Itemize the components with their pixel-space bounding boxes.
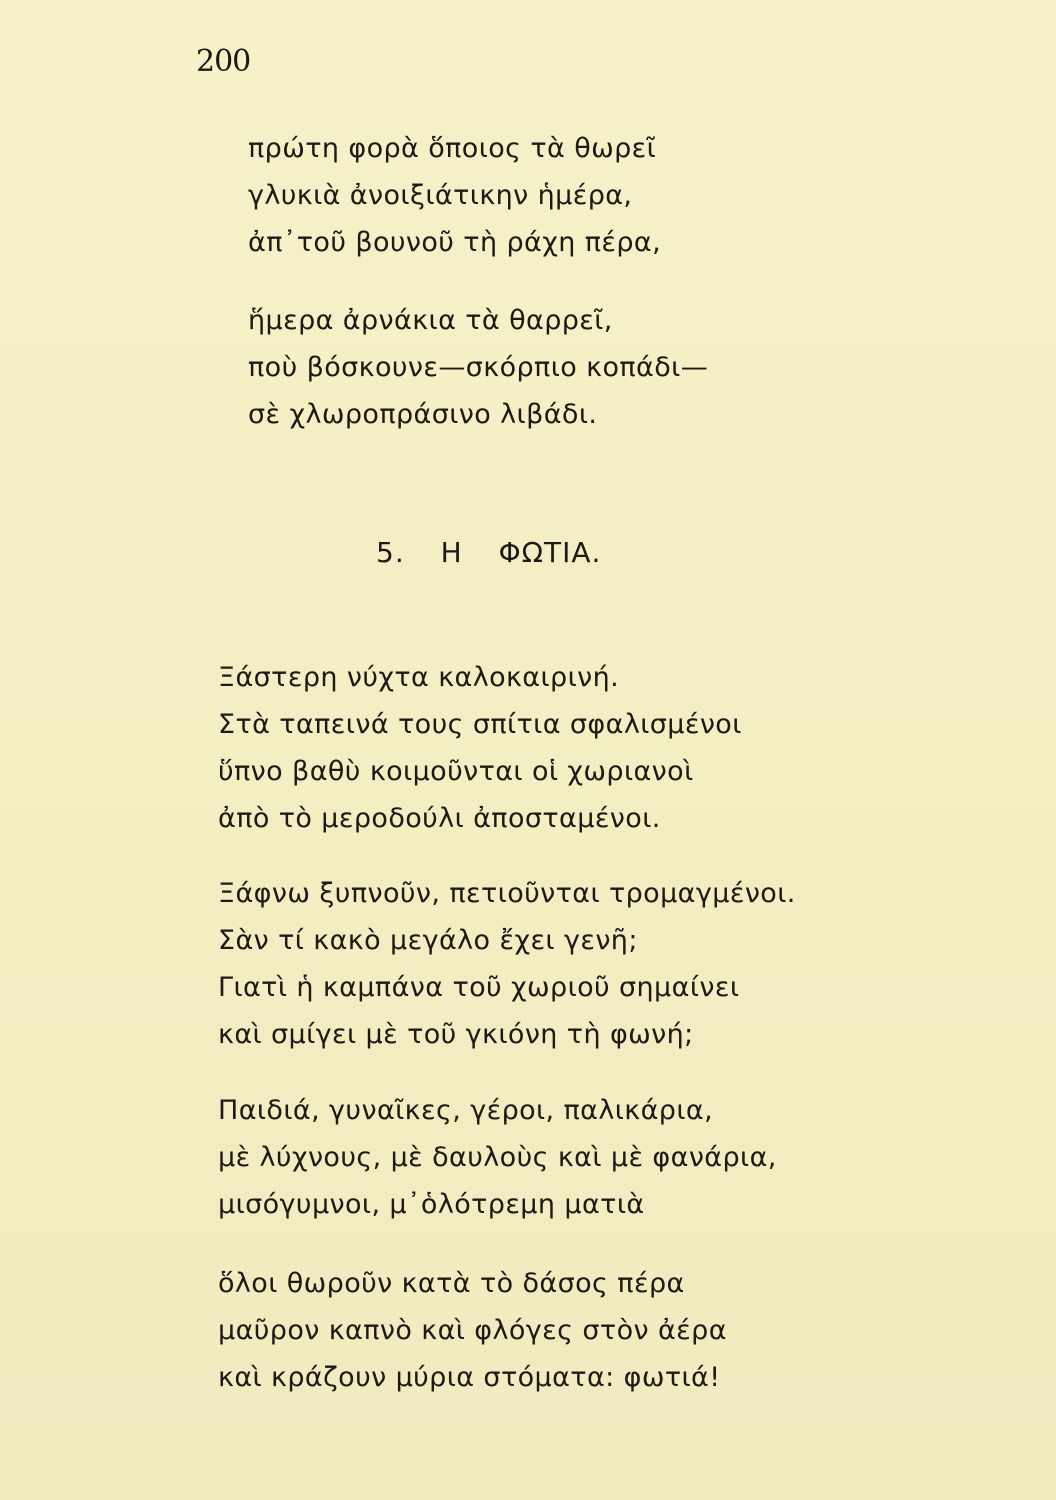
- verse-line: ἀπ᾿τοῦ βουνοῦ τὴ ράχη πέρα,: [248, 227, 662, 258]
- verse-line: Ξάστερη νύχτα καλοκαιρινή.: [218, 662, 620, 693]
- verse-line: Σὰν τί κακὸ μεγάλο ἔχει γενῆ;: [218, 925, 638, 956]
- verse-line: Παιδιά, γυναῖκες, γέροι, παλικάρια,: [218, 1095, 714, 1126]
- verse-line: καὶ κράζουν μύρια στόματα: φωτιά!: [218, 1362, 721, 1393]
- stanza-3: [218, 654, 742, 842]
- section-title: 5. Η ΦΩΤΙΑ.: [376, 536, 602, 569]
- verse-line: Ξάφνω ξυπνοῦν, πετιοῦνται τρομαγμένοι.: [218, 878, 796, 909]
- stanza-6: [218, 1260, 727, 1401]
- stanza-4: [218, 870, 796, 1058]
- stanza-5: [218, 1087, 777, 1228]
- verse-line: ἀπὸ τὸ μεροδούλι ἀποσταμένοι.: [218, 803, 661, 834]
- page-number: 200: [196, 44, 251, 79]
- verse-line: μὲ λύχνους, μὲ δαυλοὺς καὶ μὲ φανάρια,: [218, 1142, 777, 1173]
- stanza-1: [248, 125, 661, 266]
- verse-line: ὅλοι θωροῦν κατὰ τὸ δάσος πέρα: [218, 1268, 685, 1299]
- verse-line: ποὺ βόσκουνε—σκόρπιο κοπάδι—: [248, 352, 709, 383]
- verse-line: ἥμερα ἀρνάκια τὰ θαρρεῖ,: [248, 305, 613, 336]
- verse-line: μαῦρον καπνὸ καὶ φλόγες στὸν ἀέρα: [218, 1315, 727, 1346]
- verse-line: πρώτη φορὰ ὅποιος τὰ θωρεῖ: [248, 133, 657, 164]
- stanza-2: [248, 297, 708, 438]
- verse-line: μισόγυμνοι, μ᾿ὁλότρεμη ματιὰ: [218, 1189, 645, 1220]
- verse-line: ὕπνο βαθὺ κοιμοῦνται οἱ χωριανοὶ: [218, 756, 694, 787]
- verse-line: σὲ χλωροπράσινο λιβάδι.: [248, 399, 598, 430]
- verse-line: Γιατὶ ἡ καμπάνα τοῦ χωριοῦ σημαίνει: [218, 972, 740, 1003]
- verse-line: γλυκιὰ ἀνοιξιάτικην ἡμέρα,: [248, 180, 633, 211]
- verse-line: καὶ σμίγει μὲ τοῦ γκιόνη τὴ φωνή;: [218, 1019, 694, 1050]
- verse-line: Στὰ ταπεινά τους σπίτια σφαλισμένοι: [218, 709, 742, 740]
